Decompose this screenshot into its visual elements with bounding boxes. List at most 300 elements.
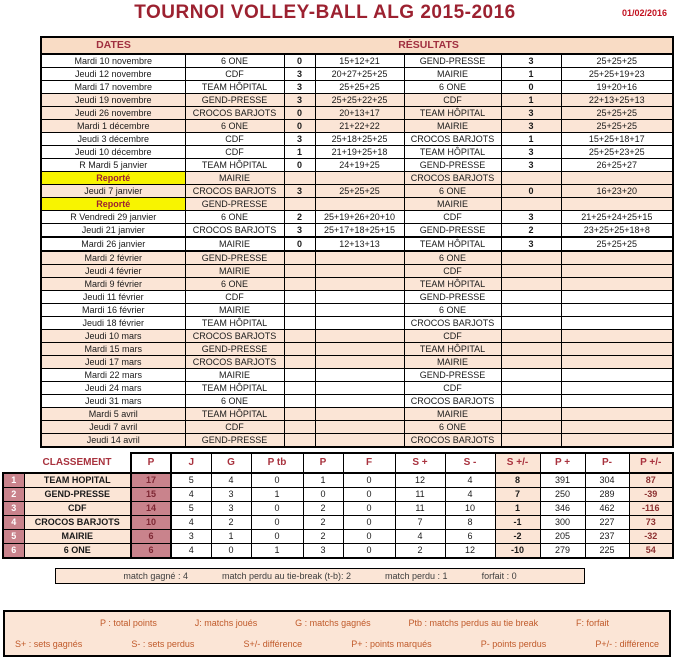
stat-cell: 7 — [395, 516, 445, 530]
classement-col-header: J — [171, 453, 211, 473]
stat-cell: 0 — [251, 473, 303, 488]
team-name-cell: MAIRIE — [24, 530, 131, 544]
away-sets: 21+25+24+25+15 — [561, 211, 673, 224]
home-score — [284, 369, 315, 382]
match-date: Jeudi 21 janvier — [41, 224, 185, 238]
away-sets — [561, 278, 673, 291]
home-score: 1 — [284, 146, 315, 159]
home-sets — [315, 356, 404, 369]
stat-cell: 17 — [131, 473, 171, 488]
match-date: Jeudi 7 avril — [41, 421, 185, 434]
stat-cell: 0 — [251, 516, 303, 530]
rank-cell: 3 — [3, 502, 24, 516]
stat-cell: -2 — [495, 530, 540, 544]
home-team: MAIRIE — [185, 265, 284, 278]
away-score — [501, 304, 561, 317]
home-team: CDF — [185, 421, 284, 434]
home-sets: 24+19+25 — [315, 159, 404, 172]
away-score: 3 — [501, 237, 561, 251]
home-sets: 25+19+26+20+10 — [315, 211, 404, 224]
match-row — [41, 278, 673, 291]
away-team: CROCOS BARJOTS — [404, 395, 501, 408]
home-score: 3 — [284, 185, 315, 198]
home-sets: 25+25+22+25 — [315, 94, 404, 107]
rank-cell: 5 — [3, 530, 24, 544]
home-team: CROCOS BARJOTS — [185, 107, 284, 120]
home-team: MAIRIE — [185, 237, 284, 251]
rank-cell: 2 — [3, 488, 24, 502]
home-score: 0 — [284, 237, 315, 251]
away-team: CROCOS BARJOTS — [404, 172, 501, 185]
home-score: 0 — [284, 54, 315, 68]
home-team: CDF — [185, 68, 284, 81]
home-team: TEAM HÔPITAL — [185, 317, 284, 330]
match-date: R Vendredi 29 janvier — [41, 211, 185, 224]
away-team: CDF — [404, 382, 501, 395]
stat-cell: 1 — [251, 544, 303, 559]
match-date: Jeudi 10 décembre — [41, 146, 185, 159]
away-team: CROCOS BARJOTS — [404, 317, 501, 330]
standings-row — [3, 473, 673, 488]
home-score: 0 — [284, 107, 315, 120]
away-sets: 19+20+16 — [561, 81, 673, 94]
stat-cell: 54 — [629, 544, 673, 559]
match-date: Mardi 2 février — [41, 251, 185, 265]
rank-cell: 6 — [3, 544, 24, 559]
match-row — [41, 265, 673, 278]
match-row — [41, 251, 673, 265]
stat-cell: 300 — [540, 516, 585, 530]
match-date: Mardi 26 janvier — [41, 237, 185, 251]
classement-title: CLASSEMENT — [42, 456, 112, 468]
home-team: GEND-PRESSE — [185, 94, 284, 107]
match-date: Reporté — [41, 172, 185, 185]
home-sets — [315, 172, 404, 185]
home-score — [284, 356, 315, 369]
stat-cell: 225 — [585, 544, 629, 559]
classement-col-header: S - — [445, 453, 495, 473]
away-score — [501, 330, 561, 343]
away-score — [501, 317, 561, 330]
match-date: Mardi 22 mars — [41, 369, 185, 382]
away-team: TEAM HÔPITAL — [404, 107, 501, 120]
stat-cell: 1 — [495, 502, 540, 516]
classement-table — [2, 452, 674, 559]
classement-col-header: S +/- — [495, 453, 540, 473]
stat-cell: 4 — [211, 473, 251, 488]
away-sets — [561, 382, 673, 395]
home-score — [284, 408, 315, 421]
match-date: R Mardi 5 janvier — [41, 159, 185, 172]
home-sets — [315, 421, 404, 434]
match-row — [41, 408, 673, 421]
stat-cell: 462 — [585, 502, 629, 516]
stat-cell: 237 — [585, 530, 629, 544]
away-team: MAIRIE — [404, 356, 501, 369]
match-row — [41, 94, 673, 107]
away-team: CROCOS BARJOTS — [404, 133, 501, 146]
away-sets: 16+23+20 — [561, 185, 673, 198]
away-sets — [561, 408, 673, 421]
away-sets — [561, 317, 673, 330]
away-score — [501, 356, 561, 369]
match-date: Jeudi 19 novembre — [41, 94, 185, 107]
home-team: GEND-PRESSE — [185, 343, 284, 356]
match-row — [41, 237, 673, 251]
classement-col-header: S + — [395, 453, 445, 473]
stat-cell: 2 — [211, 516, 251, 530]
home-team: GEND-PRESSE — [185, 251, 284, 265]
team-name-cell: TEAM HOPITAL — [24, 473, 131, 488]
home-team: TEAM HÔPITAL — [185, 81, 284, 94]
classement-col-header: P +/- — [629, 453, 673, 473]
dates-header: DATES — [41, 37, 185, 54]
points-legend-item: match gagné : 4 — [123, 571, 188, 581]
stat-cell: 304 — [585, 473, 629, 488]
abbreviations-legend-box — [3, 610, 671, 657]
away-sets — [561, 434, 673, 448]
home-team: GEND-PRESSE — [185, 198, 284, 211]
home-score: 3 — [284, 81, 315, 94]
stat-cell: 4 — [171, 516, 211, 530]
home-sets — [315, 278, 404, 291]
stat-cell: -116 — [629, 502, 673, 516]
home-score — [284, 278, 315, 291]
stat-cell: 12 — [395, 473, 445, 488]
away-sets: 22+13+25+13 — [561, 94, 673, 107]
match-date: Mardi 9 février — [41, 278, 185, 291]
away-team: CDF — [404, 330, 501, 343]
match-row — [41, 434, 673, 448]
match-row — [41, 382, 673, 395]
home-sets: 20+27+25+25 — [315, 68, 404, 81]
match-row — [41, 343, 673, 356]
match-date: Jeudi 11 février — [41, 291, 185, 304]
away-sets: 25+25+25 — [561, 54, 673, 68]
home-score: 0 — [284, 120, 315, 133]
team-name-cell: 6 ONE — [24, 544, 131, 559]
away-sets — [561, 356, 673, 369]
stat-cell: 2 — [303, 530, 343, 544]
away-score: 3 — [501, 211, 561, 224]
home-score: 3 — [284, 68, 315, 81]
away-sets — [561, 369, 673, 382]
match-date: Jeudi 4 février — [41, 265, 185, 278]
match-date: Mardi 5 avril — [41, 408, 185, 421]
away-team: GEND-PRESSE — [404, 159, 501, 172]
match-date: Jeudi 10 mars — [41, 330, 185, 343]
stat-cell: 205 — [540, 530, 585, 544]
team-name-cell: GEND-PRESSE — [24, 488, 131, 502]
match-row — [41, 54, 673, 68]
points-legend-item: match perdu : 1 — [385, 571, 448, 581]
stat-cell: 11 — [395, 488, 445, 502]
stat-cell: 4 — [445, 473, 495, 488]
match-date: Jeudi 7 janvier — [41, 185, 185, 198]
stat-cell: 1 — [251, 488, 303, 502]
home-sets: 20+13+17 — [315, 107, 404, 120]
stat-cell: 5 — [171, 502, 211, 516]
home-team: CROCOS BARJOTS — [185, 224, 284, 238]
match-row — [41, 395, 673, 408]
stat-cell: 5 — [171, 473, 211, 488]
away-score: 1 — [501, 94, 561, 107]
home-score — [284, 198, 315, 211]
stat-cell: 4 — [171, 488, 211, 502]
points-legend-bar — [55, 568, 585, 584]
home-team: CROCOS BARJOTS — [185, 356, 284, 369]
away-sets — [561, 265, 673, 278]
stat-cell: 10 — [131, 516, 171, 530]
match-date: Jeudi 18 février — [41, 317, 185, 330]
home-score: 3 — [284, 224, 315, 238]
home-team: TEAM HÔPITAL — [185, 159, 284, 172]
home-team: CROCOS BARJOTS — [185, 185, 284, 198]
abbrev-line-2 — [5, 639, 669, 649]
away-score: 2 — [501, 224, 561, 238]
abbrev-line-1 — [5, 618, 669, 628]
stat-cell: 0 — [343, 530, 395, 544]
standings-row — [3, 516, 673, 530]
home-score: 0 — [284, 159, 315, 172]
away-sets — [561, 330, 673, 343]
match-date: Jeudi 31 mars — [41, 395, 185, 408]
home-sets — [315, 265, 404, 278]
home-sets — [315, 317, 404, 330]
away-score: 0 — [501, 185, 561, 198]
match-row — [41, 369, 673, 382]
stat-cell: 4 — [395, 530, 445, 544]
home-sets: 21+22+22 — [315, 120, 404, 133]
away-sets — [561, 251, 673, 265]
away-team: TEAM HÔPITAL — [404, 278, 501, 291]
stat-cell: 289 — [585, 488, 629, 502]
home-team: CDF — [185, 146, 284, 159]
away-team: 6 ONE — [404, 421, 501, 434]
classement-col-header: G — [211, 453, 251, 473]
match-row — [41, 146, 673, 159]
match-row — [41, 159, 673, 172]
match-row — [41, 198, 673, 211]
away-sets — [561, 304, 673, 317]
abbrev-legend-item: P- points perdus — [480, 639, 547, 650]
away-sets — [561, 343, 673, 356]
away-team: GEND-PRESSE — [404, 224, 501, 238]
away-team: TEAM HÔPITAL — [404, 146, 501, 159]
away-team: GEND-PRESSE — [404, 369, 501, 382]
stat-cell: -39 — [629, 488, 673, 502]
away-score: 3 — [501, 107, 561, 120]
date-stamp: 01/02/2016 — [621, 8, 667, 18]
home-score — [284, 317, 315, 330]
home-team: GEND-PRESSE — [185, 434, 284, 448]
home-sets — [315, 251, 404, 265]
stat-cell: 279 — [540, 544, 585, 559]
schedule-table — [40, 36, 674, 448]
home-team: CROCOS BARJOTS — [185, 330, 284, 343]
stat-cell: 0 — [343, 516, 395, 530]
home-score — [284, 251, 315, 265]
home-team: TEAM HÔPITAL — [185, 382, 284, 395]
stat-cell: 0 — [343, 544, 395, 559]
abbrev-legend-item: S+ : sets gagnés — [15, 639, 83, 650]
home-score: 3 — [284, 94, 315, 107]
stat-cell: 1 — [211, 530, 251, 544]
standings-row — [3, 544, 673, 559]
match-date: Mardi 17 novembre — [41, 81, 185, 94]
team-name-cell: CROCOS BARJOTS — [24, 516, 131, 530]
away-score — [501, 382, 561, 395]
resultats-header: RÉSULTATS — [185, 37, 673, 54]
match-row — [41, 107, 673, 120]
home-sets: 21+19+25+18 — [315, 146, 404, 159]
away-sets — [561, 198, 673, 211]
match-date: Mardi 1 décembre — [41, 120, 185, 133]
stat-cell: 227 — [585, 516, 629, 530]
stat-cell: 10 — [445, 502, 495, 516]
away-sets: 23+25+25+18+8 — [561, 224, 673, 238]
home-sets — [315, 434, 404, 448]
stat-cell: 73 — [629, 516, 673, 530]
stat-cell: 6 — [131, 544, 171, 559]
standings-row — [3, 488, 673, 502]
home-team: 6 ONE — [185, 120, 284, 133]
stat-cell: 0 — [211, 544, 251, 559]
away-sets: 25+25+23+25 — [561, 146, 673, 159]
home-score — [284, 304, 315, 317]
stat-cell: 87 — [629, 473, 673, 488]
classement-col-header: P — [131, 453, 171, 473]
away-team: CDF — [404, 265, 501, 278]
match-date: Jeudi 3 décembre — [41, 133, 185, 146]
stat-cell: 4 — [171, 544, 211, 559]
away-score: 3 — [501, 120, 561, 133]
stat-cell: 3 — [171, 530, 211, 544]
stat-cell: 3 — [211, 488, 251, 502]
points-legend-item: forfait : 0 — [481, 571, 517, 581]
away-score: 3 — [501, 159, 561, 172]
away-sets: 25+25+25 — [561, 237, 673, 251]
home-sets: 25+18+25+25 — [315, 133, 404, 146]
home-score — [284, 395, 315, 408]
abbrev-legend-item: S+/- différence — [243, 639, 303, 650]
abbrev-legend-item: J: matchs joués — [194, 617, 258, 628]
home-score — [284, 291, 315, 304]
away-sets: 15+25+18+17 — [561, 133, 673, 146]
home-sets — [315, 291, 404, 304]
home-score — [284, 421, 315, 434]
stat-cell: 0 — [343, 473, 395, 488]
home-team: 6 ONE — [185, 278, 284, 291]
abbrev-legend-item: P+/- : différence — [595, 639, 659, 650]
match-date: Mardi 10 novembre — [41, 54, 185, 68]
home-score — [284, 330, 315, 343]
standings-row — [3, 502, 673, 516]
match-date: Jeudi 26 novembre — [41, 107, 185, 120]
away-score — [501, 251, 561, 265]
away-team: TEAM HÔPITAL — [404, 237, 501, 251]
stat-cell: -10 — [495, 544, 540, 559]
home-sets: 12+13+13 — [315, 237, 404, 251]
away-score — [501, 198, 561, 211]
stat-cell: 0 — [251, 502, 303, 516]
away-score — [501, 369, 561, 382]
away-score — [501, 434, 561, 448]
away-team: MAIRIE — [404, 120, 501, 133]
abbrev-legend-item: G : matchs gagnés — [295, 617, 371, 628]
match-row — [41, 356, 673, 369]
match-row — [41, 291, 673, 304]
home-team: TEAM HÔPITAL — [185, 408, 284, 421]
match-row — [41, 172, 673, 185]
home-team: MAIRIE — [185, 304, 284, 317]
stat-cell: 2 — [395, 544, 445, 559]
match-date: Mardi 16 février — [41, 304, 185, 317]
stat-cell: 2 — [303, 516, 343, 530]
stat-cell: 15 — [131, 488, 171, 502]
stat-cell: 0 — [343, 502, 395, 516]
match-row — [41, 68, 673, 81]
match-row — [41, 421, 673, 434]
stat-cell: 0 — [251, 530, 303, 544]
home-sets: 25+17+18+25+15 — [315, 224, 404, 238]
match-row — [41, 330, 673, 343]
stat-cell: 7 — [495, 488, 540, 502]
home-sets: 25+25+25 — [315, 81, 404, 94]
home-sets — [315, 382, 404, 395]
away-score — [501, 291, 561, 304]
away-score — [501, 278, 561, 291]
away-team: 6 ONE — [404, 81, 501, 94]
points-legend-item: match perdu au tie-break (t-b): 2 — [221, 571, 352, 581]
home-score — [284, 382, 315, 395]
match-date: Jeudi 12 novembre — [41, 68, 185, 81]
home-team: MAIRIE — [185, 172, 284, 185]
home-score — [284, 343, 315, 356]
abbrev-legend-item: Ptb : matchs perdus au tie break — [408, 617, 539, 628]
away-sets: 25+25+25 — [561, 107, 673, 120]
away-team: 6 ONE — [404, 304, 501, 317]
match-date: Jeudi 17 mars — [41, 356, 185, 369]
home-team: CDF — [185, 133, 284, 146]
home-score — [284, 434, 315, 448]
home-sets — [315, 343, 404, 356]
stat-cell: 2 — [303, 502, 343, 516]
stat-cell: 6 — [131, 530, 171, 544]
home-sets — [315, 369, 404, 382]
away-sets — [561, 291, 673, 304]
home-score — [284, 265, 315, 278]
away-score: 0 — [501, 81, 561, 94]
away-team: MAIRIE — [404, 68, 501, 81]
match-row — [41, 81, 673, 94]
away-score — [501, 172, 561, 185]
home-sets — [315, 304, 404, 317]
away-score — [501, 265, 561, 278]
away-score: 3 — [501, 146, 561, 159]
stat-cell: -32 — [629, 530, 673, 544]
away-sets: 26+25+27 — [561, 159, 673, 172]
match-row — [41, 120, 673, 133]
home-team: CDF — [185, 291, 284, 304]
home-sets — [315, 395, 404, 408]
stat-cell: -1 — [495, 516, 540, 530]
away-team: MAIRIE — [404, 408, 501, 421]
home-team: 6 ONE — [185, 54, 284, 68]
home-team: 6 ONE — [185, 395, 284, 408]
stat-cell: 8 — [445, 516, 495, 530]
away-team: 6 ONE — [404, 251, 501, 265]
